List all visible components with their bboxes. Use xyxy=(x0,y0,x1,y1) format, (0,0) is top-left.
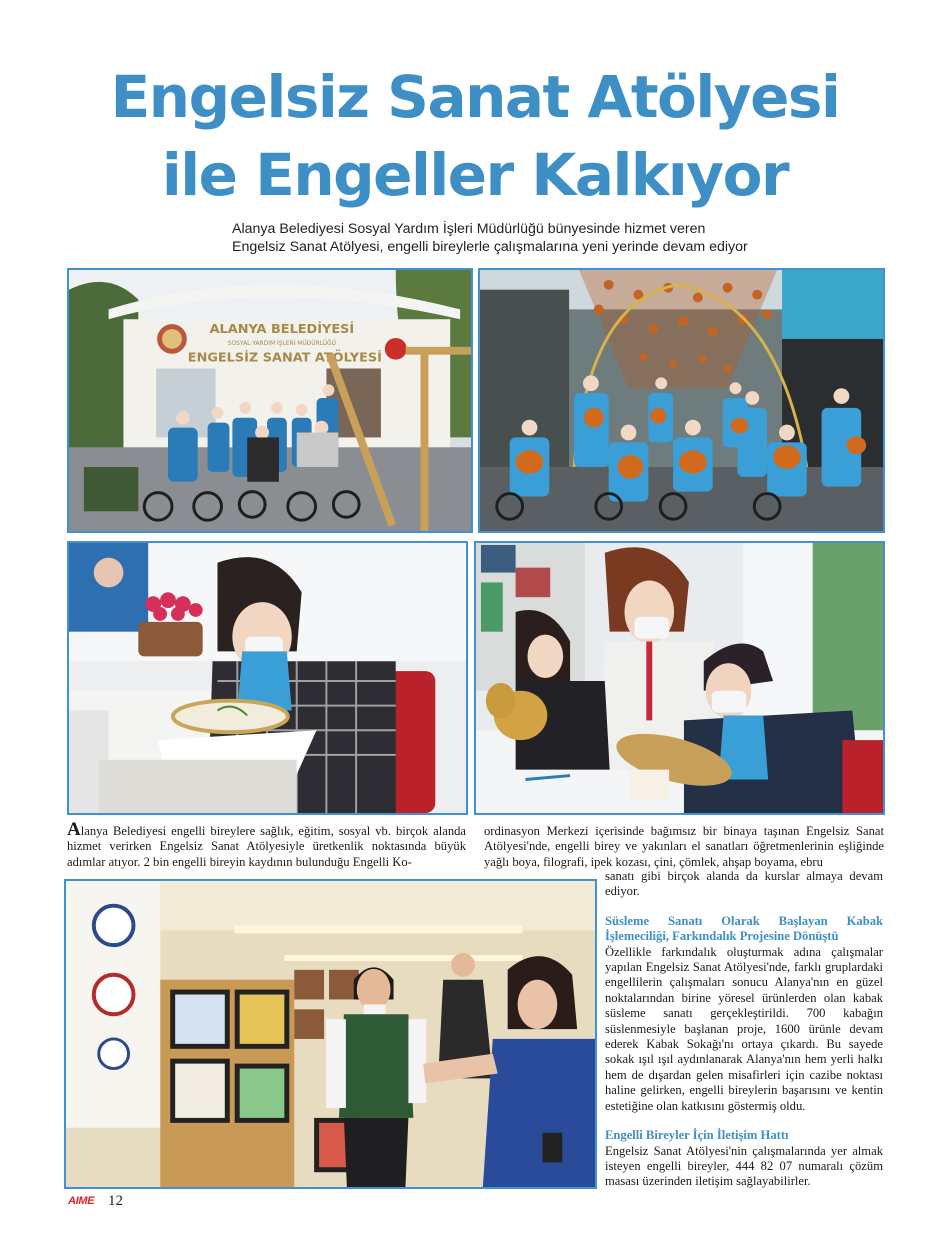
section-text-gourd: Özellikle farkındalık oluşturmak adına çalışmalar yapılan Engelsiz Sanat Atölyesi'nde, farklı gruplardaki engellilerin çalışmaları sonucu Alanya'nın en güzel noktalarından birine yöresel ürünlerden olan kabak süsleme sanatı gerçekleştirildi. 700 kabağın süslenmesiyle başlanan proje, 1600 ürünle devam ederek Kabak Sokağı'nı ortaya çıkardı. Bu sayede sokak ışıl ışıl aydınlanarak Alanya'nın hem yerli halkı hem de dışardan gelen misafirleri için cazibe noktası haline gelirken, engelli bireylerin başarısını ve kentin estetiğine olan katkısını göstermiş oldu. xyxy=(605,944,883,1113)
photo-gourd-carving xyxy=(474,541,885,815)
article-title xyxy=(0,58,950,214)
building-sign-line-2: SOSYAL YARDIM İŞLERİ MÜDÜRLÜĞÜ xyxy=(227,340,336,347)
body-column-right xyxy=(605,869,883,1190)
article-subtitle xyxy=(232,220,872,256)
building-sign-line-3: ENGELSİZ SANAT ATÖLYESİ xyxy=(187,350,382,366)
title-line-1: Engelsiz Sanat Atölyesi xyxy=(110,63,840,131)
photo-gourd-street-group xyxy=(478,268,885,533)
photo-exhibition xyxy=(64,879,597,1189)
title-line-2: ile Engeller Kalkıyor xyxy=(161,141,789,209)
building-sign-line-1: ALANYA BELEDİYESİ xyxy=(209,322,355,338)
section-heading-gourd: Süsleme Sanatı Olarak Başlayan Kabak İşlemeciliği, Farkındalık Projesine Dönüştü xyxy=(605,913,883,944)
photo-building-group xyxy=(67,268,473,533)
col1-text: lanya Belediyesi engelli bireylere sağlık, eğitim, sosyal vb. birçok alanda hizmet verirken Engelsiz Sanat Atölyesiyle üretkenlik noktasında büyük adımlar atıyor. 2 bin engelli bireyin kaydının bulunduğu Engelli Ko- xyxy=(67,824,466,869)
col2-top-text: ordinasyon Merkezi içerisinde bağımsız bir binaya taşınan Engelsiz Sanat Atölyesi'nde, engelli birey ve yakınları el sanatları öğretmenlerinin eşliğinde yağlı boya, filografi, ipek kozası, çini, çömlek, ahşap boyama, ebru xyxy=(484,824,884,869)
magazine-logo: AIME xyxy=(68,1195,95,1207)
col2-cont-text: sanatı gibi birçok alanda da kurslar almaya devam ediyor. xyxy=(605,869,883,899)
subtitle-line-2: Engelsiz Sanat Atölyesi, engelli bireylerle çalışmalarına yeni yerinde devam ediyor xyxy=(232,239,748,255)
photo-embroidery xyxy=(67,541,468,815)
page-number: 12 xyxy=(108,1193,123,1209)
subtitle-line-1: Alanya Belediyesi Sosyal Yardım İşleri Müdürlüğü bünyesinde hizmet veren xyxy=(232,221,706,237)
drop-cap: A xyxy=(67,819,81,840)
body-column-1 xyxy=(67,819,466,870)
section-heading-contact: Engelli Bireyler İçin İletişim Hattı xyxy=(605,1128,789,1143)
section-text-contact: Engelsiz Sanat Atölyesi'nin çalışmalarında yer almak isteyen engelli bireyler, 444 82 07 numaralı çözüm masası üzerinden iletişim sağlayabilirler. xyxy=(605,1143,883,1189)
body-column-2-top xyxy=(484,824,884,870)
